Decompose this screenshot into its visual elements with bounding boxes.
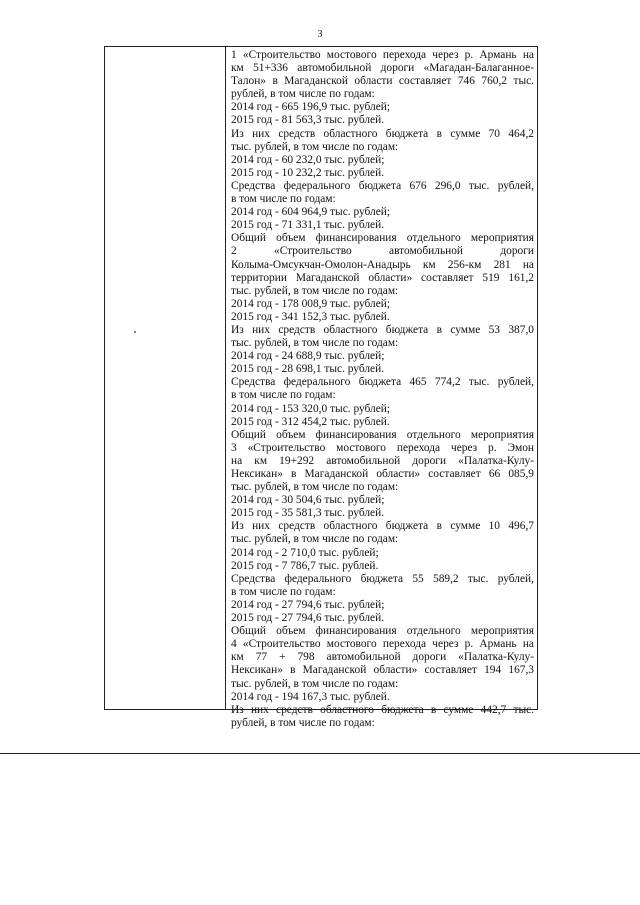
table-right-cell — [226, 47, 537, 729]
text-line: 2015 год - 81 563,3 тыс. рублей. — [231, 114, 385, 127]
text-line: Колыма-Омсукчан-Омолон-Анадырь км 256-км 281 на — [231, 258, 534, 271]
text-line: Из них средств областного бюджета в сумме 10 496,7 — [231, 520, 534, 533]
text-line: 2014 год - 2 710,0 тыс. рублей; — [231, 546, 379, 559]
text-line: Средства федерального бюджета 465 774,2 тыс. рублей, — [231, 376, 534, 389]
text-line: 2 «Строительство автомобильной дороги — [231, 245, 534, 258]
text-line: Талон» в Магаданской области составляет 746 760,2 тыс. — [231, 75, 534, 88]
text-line: км 77 + 798 автомобильной дороги «Палатка-Кулу- — [231, 651, 534, 664]
text-line: Из них средств областного бюджета в сумме 442,7 тыс. — [231, 703, 534, 716]
text-line: 4 «Строительство мостового перехода через р. Армань на — [231, 638, 534, 651]
text-line: тыс. рублей, в том числе по годам: — [231, 140, 399, 153]
footer-divider — [0, 753, 640, 754]
text-line: 3 «Строительство мостового перехода через р. Эмон — [231, 441, 534, 454]
text-line: Средства федерального бюджета 55 589,2 тыс. рублей, — [231, 572, 534, 585]
text-line: территории Магаданской области» составляет 519 161,2 — [231, 271, 534, 284]
text-line: Общий объем финансирования отдельного мероприятия — [231, 232, 534, 245]
text-line: на км 19+292 автомобильной дороги «Палатка-Кулу- — [231, 454, 534, 467]
text-line: 2014 год - 604 964,9 тыс. рублей; — [231, 206, 391, 219]
table-left-cell — [105, 47, 226, 709]
text-line: тыс. рублей, в том числе по годам: — [231, 677, 399, 690]
text-line: 2014 год - 665 196,9 тыс. рублей; — [231, 101, 391, 114]
text-line: 2015 год - 71 331,1 тыс. рублей. — [231, 219, 385, 232]
text-line: рублей, в том числе по годам: — [231, 88, 375, 101]
text-line: Общий объем финансирования отдельного мероприятия — [231, 428, 534, 441]
text-line: тыс. рублей, в том числе по годам: — [231, 284, 399, 297]
text-line: 2015 год - 10 232,2 тыс. рублей. — [231, 166, 385, 179]
text-line: 2014 год - 27 794,6 тыс. рублей; — [231, 598, 385, 611]
text-line: рублей, в том числе по годам: — [231, 716, 375, 729]
text-line: в том числе по годам: — [231, 389, 336, 402]
text-line: Нексикан» в Магаданской области» составляет 66 085,9 — [231, 468, 534, 480]
text-line: 2014 год - 30 504,6 тыс. рублей; — [231, 494, 385, 507]
text-line: 2015 год - 35 581,3 тыс. рублей. — [231, 507, 385, 520]
text-line: Средства федерального бюджета 676 296,0 тыс. рублей, — [231, 179, 534, 192]
content-table — [104, 46, 538, 729]
text-line: Общий объем финансирования отдельного мероприятия — [231, 625, 534, 638]
text-line: 2014 год - 178 008,9 тыс. рублей; — [231, 297, 391, 310]
scan-dot — [134, 331, 136, 333]
text-line: 2014 год - 153 320,0 тыс. рублей; — [231, 402, 391, 415]
text-line: тыс. рублей, в том числе по годам: — [231, 481, 399, 494]
text-line: Нексикан» в Магаданской области» составляет 194 167,3 — [231, 664, 534, 677]
text-line: тыс. рублей, в том числе по годам: — [231, 533, 399, 546]
text-line: тыс. рублей, в том числе по годам: — [231, 337, 399, 350]
text-line: 2014 год - 24 688,9 тыс. рублей; — [231, 350, 385, 363]
text-line: 2015 год - 341 152,3 тыс. рублей. — [231, 310, 390, 323]
text-line: Из них средств областного бюджета в сумме 53 387,0 — [231, 323, 534, 336]
text-line: 2014 год - 60 232,0 тыс. рублей; — [231, 153, 385, 166]
text-line: км 51+336 автомобильной дороги «Магадан-Балаганное- — [231, 62, 534, 75]
page-number: 3 — [317, 29, 323, 40]
text-line: в том числе по годам: — [231, 193, 336, 206]
text-line: 2014 год - 194 167,3 тыс. рублей. — [231, 690, 390, 703]
text-line: 2015 год - 27 794,6 тыс. рублей. — [231, 612, 385, 625]
text-line: в том числе по годам: — [231, 585, 336, 598]
text-line: 2015 год - 312 454,2 тыс. рублей. — [231, 415, 390, 428]
text-line: 2015 год - 7 786,7 тыс. рублей. — [231, 559, 379, 572]
text-line: 2015 год - 28 698,1 тыс. рублей. — [231, 363, 385, 376]
text-line: Из них средств областного бюджета в сумме 70 464,2 — [231, 127, 534, 140]
text-line: 1 «Строительство мостового перехода через р. Армань на — [231, 49, 534, 61]
